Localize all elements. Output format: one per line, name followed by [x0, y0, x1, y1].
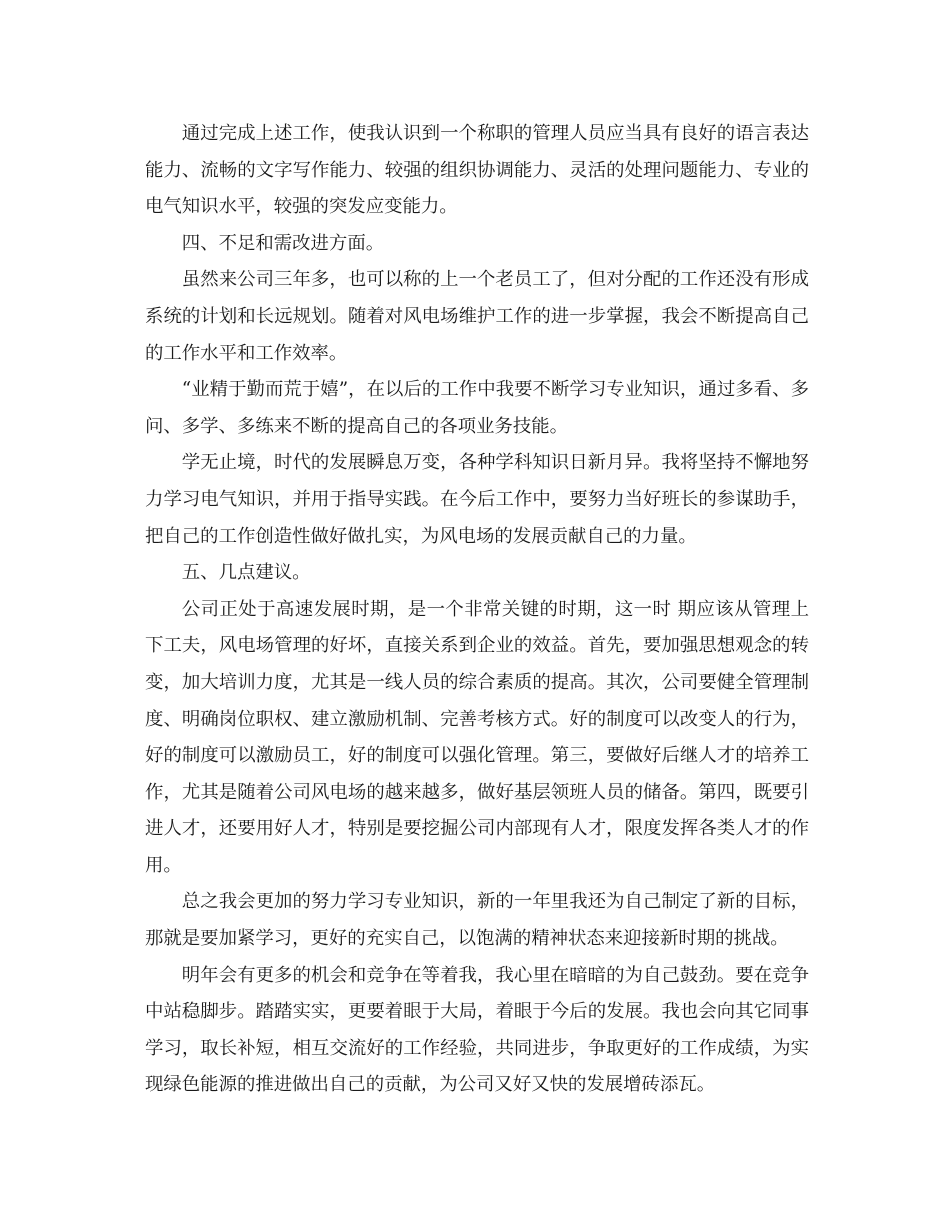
paragraph-next-year: 明年会有更多的机会和竞争在等着我，我心里在暗暗的为自己鼓劲。要在竞争中站稳脚步。踏踏实实，更要着眼于大局，着眼于今后的发展。我也会向其它同事学习，取长补短，相互交流好的工作经验，共同进步，争取更好的工作成绩，为实现绿色能源的推进做出自己的贡献，为公司又好又快的发展增砖添瓦。 [145, 964, 809, 1096]
paragraph-work-summary: 通过完成上述工作，使我认识到一个称职的管理人员应当具有良好的语言表达能力、流畅的文字写作能力、较强的组织协调能力、灵活的处理问题能力、专业的电气知识水平，较强的突发应变能力。 [145, 123, 809, 218]
paragraph-diligence-quote: “业精于勤而荒于嬉”，在以后的工作中我要不断学习专业知识，通过多看、多问、多学、多练来不断的提高自己的各项业务技能。 [145, 379, 809, 437]
paragraph-conclusion: 总之我会更加的努力学习专业知识，新的一年里我还为自己制定了新的目标，那就是要加紧学习，更好的充实自己，以饱满的精神状态来迎接新时期的挑战。 [145, 891, 809, 950]
paragraph-shortcomings: 虽然来公司三年多，也可以称的上一个老员工了，但对分配的工作还没有形成系统的计划和长远规划。随着对风电场维护工作的进一步掌握，我会不断提高自己的工作水平和工作效率。 [145, 269, 809, 364]
paragraph-suggestions: 公司正处于高速发展时期，是一个非常关键的时期，这一时 期应该从管理上下工夫，风电场管理的好坏，直接关系到企业的效益。首先，要加强思想观念的转变，加大培训力度，尤其是一线人员的综合素质的提高。其次，公司要健全管理制度、明确岗位职权、建立激励机制、完善考核方式。好的制度可以改变人的行为，好的制度可以激励员工，好的制度可以强化管理。第三，要做好后继人才的培养工作，尤其是随着公司风电场的越来越多，做好基层领班人员的储备。第四，既要引进人才，还要用好人才，特别是要挖掘公司内部现有人才，限度发挥各类人才的作用。 [145, 598, 809, 876]
paragraph-learning: 学无止境，时代的发展瞬息万变，各种学科知识日新月异。我将坚持不懈地努力学习电气知识，并用于指导实践。在今后工作中，要努力当好班长的参谋助手，把自己的工作创造性做好做扎实，为风电场的发展贡献自己的力量。 [145, 452, 809, 547]
section-heading-suggestions: 五、几点建议。 [181, 562, 311, 584]
document-body [145, 116, 809, 1104]
section-heading-shortcomings: 四、不足和需改进方面。 [181, 232, 385, 254]
